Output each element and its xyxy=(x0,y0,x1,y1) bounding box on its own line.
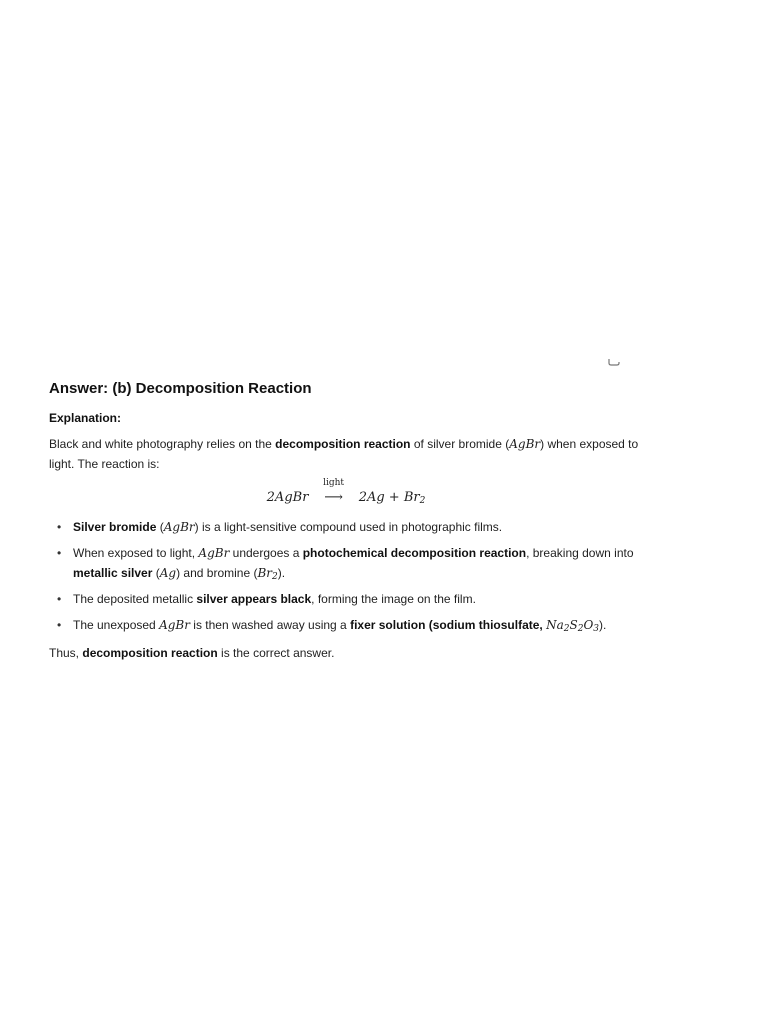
conclusion-paragraph xyxy=(49,643,639,663)
text: is the correct answer. xyxy=(217,646,335,660)
text: undergoes a xyxy=(229,546,303,560)
bold-text: decomposition reaction xyxy=(82,646,218,660)
bold-text: metallic silver xyxy=(73,566,153,580)
text: ( xyxy=(156,520,164,534)
math-text: Na xyxy=(546,618,564,632)
math-sub: 2 xyxy=(563,624,570,634)
equation-lhs: 2AgBr xyxy=(266,490,309,505)
math-sub: 2 xyxy=(272,572,278,582)
math-agbr: AgBr xyxy=(159,618,190,632)
intro-bold: decomposition reaction xyxy=(275,437,411,451)
text: ). xyxy=(599,618,607,632)
math-text: O xyxy=(583,618,594,632)
intro-text: Black and white photography relies on the xyxy=(49,437,276,451)
text: When exposed to light, xyxy=(73,546,199,560)
math-ag: Ag xyxy=(159,566,177,580)
reaction-equation xyxy=(51,478,641,506)
text: ( xyxy=(152,566,160,580)
intro-text: ) when exposed to light. The reaction is: xyxy=(49,437,639,471)
text: ) and bromine ( xyxy=(176,566,258,580)
list-item xyxy=(49,615,639,635)
arrow-icon: ⟶ xyxy=(324,490,343,505)
math-text: S xyxy=(569,618,578,632)
text: The deposited metallic xyxy=(73,592,197,606)
text: The unexposed xyxy=(73,618,160,632)
math-agbr: AgBr xyxy=(163,520,195,534)
bold-text: photochemical decomposition reaction xyxy=(302,546,527,560)
explanation-list xyxy=(49,517,639,635)
list-item xyxy=(49,543,639,583)
intro-paragraph xyxy=(49,434,639,474)
text: , breaking down into xyxy=(526,546,634,560)
math-agbr: AgBr xyxy=(509,437,541,451)
text: ). xyxy=(277,566,286,580)
bold-text: silver appears black xyxy=(196,592,312,606)
list-item xyxy=(49,589,639,609)
text: , forming the image on the film. xyxy=(311,592,476,606)
math-na2s2o3 xyxy=(546,618,599,632)
bold-text: Silver bromide xyxy=(73,520,157,534)
copy-icon[interactable] xyxy=(606,354,622,368)
arrow-condition: light xyxy=(323,478,345,488)
reaction-arrow xyxy=(315,478,353,505)
equation-rhs xyxy=(359,490,426,505)
equation-rhs-sub: 2 xyxy=(419,496,426,506)
answer-title: Answer: (b) Decomposition Reaction xyxy=(49,380,312,397)
math-sub: 3 xyxy=(593,624,600,634)
explanation-label: Explanation: xyxy=(49,411,122,425)
math-text: Br xyxy=(257,566,273,580)
list-item xyxy=(49,517,639,537)
text: is then washed away using a xyxy=(189,618,351,632)
text: Thus, xyxy=(49,646,83,660)
intro-text: of silver bromide ( xyxy=(410,437,510,451)
answer-content xyxy=(49,380,639,663)
bold-text: fixer solution (sodium thiosulfate, xyxy=(350,618,547,632)
text: ) is a light-sensitive compound used in photographic films. xyxy=(194,520,503,534)
math-agbr: AgBr xyxy=(198,546,230,560)
math-br2 xyxy=(257,566,277,580)
math-sub: 2 xyxy=(577,624,584,634)
equation-rhs-text: 2Ag + Br xyxy=(358,490,420,505)
